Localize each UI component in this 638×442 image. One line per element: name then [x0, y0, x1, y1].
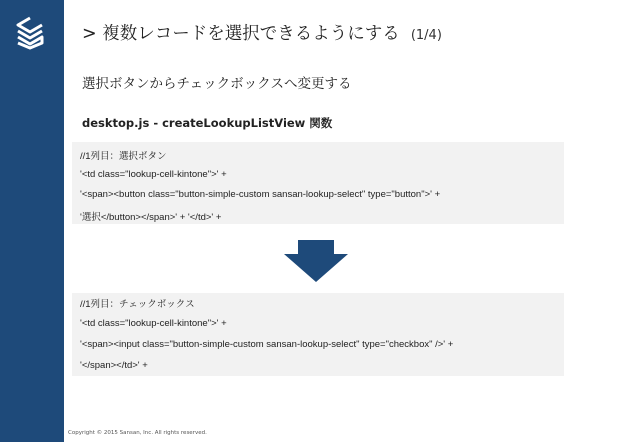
code-line: //1列目：選択ボタン — [80, 151, 167, 162]
code-line: '選択</button></span>' + '</td>' + — [80, 212, 222, 223]
title-text: > 複数レコードを選択できるようにする — [82, 24, 400, 44]
file-function-label: desktop.js - createLookupListView 関数 — [82, 116, 333, 130]
code-block-before — [72, 142, 564, 224]
page-indicator: (1/4) — [410, 28, 442, 43]
sidebar — [0, 0, 64, 442]
code-block-after — [72, 293, 564, 376]
copyright-footer: Copyright © 2015 Sansan, Inc. All rights reserved. — [68, 430, 207, 436]
code-line: //1列目：チェックボックス — [80, 299, 195, 310]
slide-subtitle: 選択ボタンからチェックボックスへ変更する — [82, 76, 352, 92]
slide-title — [82, 20, 442, 48]
code-line: '</span></td>' + — [80, 360, 148, 371]
code-line: '<span><button class="button-simple-custom sansan-lookup-select" type="button">' + — [80, 189, 441, 200]
sansan-logo-icon — [14, 16, 46, 50]
code-line: '<td class="lookup-cell-kintone">' + — [80, 318, 227, 329]
code-line: '<span><input class="button-simple-custom sansan-lookup-select" type="checkbox" />' + — [80, 339, 454, 350]
down-arrow-icon — [284, 240, 348, 282]
code-line: '<td class="lookup-cell-kintone">' + — [80, 169, 227, 180]
